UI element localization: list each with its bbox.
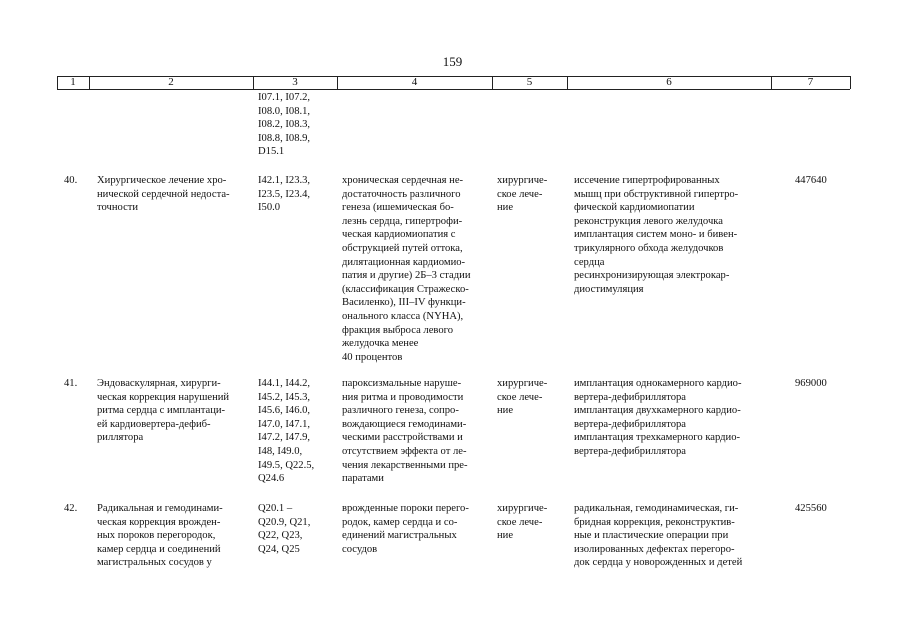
treatment-method	[574, 502, 766, 570]
treatment-type	[497, 377, 563, 418]
text-line: диостимуляция	[574, 283, 644, 295]
treatment-type	[497, 502, 563, 543]
text-line: имплантация трехкамерного кардио-	[574, 432, 741, 444]
service-name	[97, 502, 247, 570]
code-line: I08.0, I08.1,	[258, 105, 311, 117]
code-line: I42.1, I23.3,	[258, 175, 311, 186]
text-line: ния ритма и проводимости	[342, 391, 464, 403]
text-line: пароксизмальные наруше-	[342, 378, 462, 389]
text-line: ных пороков перегородок,	[97, 530, 216, 542]
cost-value: 447640	[795, 175, 827, 186]
code-line: Q22, Q23,	[258, 530, 303, 542]
column-number: 7	[807, 76, 814, 88]
code-line: I50.0	[258, 202, 281, 214]
text-line: вождающиеся гемодинами-	[342, 418, 467, 430]
code-line: I08.8, I08.9,	[258, 132, 311, 144]
service-name	[97, 377, 247, 445]
text-line: (классификация Стражеско-	[342, 283, 469, 295]
patient-model	[342, 174, 487, 364]
row-number: 40.	[64, 175, 78, 186]
column-number: 5	[526, 76, 533, 88]
treatment-method	[574, 377, 766, 459]
continuation-codes	[258, 91, 334, 159]
code-line: I45.6, I46.0,	[258, 405, 311, 417]
treatment-method	[574, 174, 766, 296]
text-line: ческая коррекция нарушений	[97, 391, 230, 403]
text-line: ское лече-	[497, 188, 543, 200]
cost-value: 969000	[795, 378, 827, 389]
text-line: трикулярного обхода желудочков	[574, 242, 724, 254]
text-line: хирургиче-	[497, 378, 548, 389]
patient-model	[342, 502, 487, 556]
text-line: 40 процентов	[342, 351, 403, 363]
column-number: 4	[411, 76, 418, 88]
row-number: 42.	[64, 503, 78, 514]
text-line: врожденные пороки перего-	[342, 503, 469, 514]
text-line: нической сердечной недоста-	[97, 188, 230, 200]
treatment-type	[497, 174, 563, 215]
text-line: родок, камер сердца и со-	[342, 516, 458, 528]
text-line: паратами	[342, 473, 384, 485]
text-line: ресинхронизирующая электрокар-	[574, 270, 730, 282]
text-line: вертера-дефибриллятора	[574, 418, 686, 430]
text-line: камер сердца и соединений	[97, 543, 221, 555]
text-line: патия и другие) 2Б–3 стадии	[342, 270, 471, 282]
text-line: вертера-дефибриллятора	[574, 445, 686, 457]
text-line: ние	[497, 405, 514, 417]
text-line: вертера-дефибриллятора	[574, 391, 686, 403]
column-number: 2	[168, 76, 174, 88]
code-line: Q24.6	[258, 473, 285, 485]
code-line: I48, I49.0,	[258, 445, 303, 457]
text-line: бридная коррекция, реконструктив-	[574, 516, 735, 528]
row-number: 41.	[64, 378, 78, 389]
text-line: имплантация однокамерного кардио-	[574, 378, 742, 389]
text-line: чения лекарственными пре-	[342, 459, 468, 471]
text-line: обструкцией путей оттока,	[342, 242, 463, 254]
text-line: Василенко), III–IV функци-	[342, 297, 466, 309]
text-line: ческими расстройствами и	[342, 432, 463, 444]
code-line: I49.5, Q22.5,	[258, 459, 315, 471]
column-number: 1	[70, 76, 76, 88]
code-line: I47.2, I47.9,	[258, 432, 311, 444]
text-line: мышц при обструктивной гипертро-	[574, 188, 739, 200]
header-bottom-rule	[57, 89, 850, 90]
column-number: 3	[292, 76, 298, 88]
icd-codes	[258, 502, 334, 556]
text-line: реконструкция левого желудочка	[574, 215, 723, 227]
code-line: I08.2, I08.3,	[258, 119, 311, 131]
text-line: ческая коррекция врожден-	[97, 516, 221, 528]
text-line: точности	[97, 202, 139, 214]
text-line: единений магистральных	[342, 530, 457, 542]
text-line: имплантация двухкамерного кардио-	[574, 405, 741, 417]
text-line: желудочка менее	[342, 338, 419, 350]
code-line: I23.5, I23.4,	[258, 188, 311, 200]
page-number: 159	[442, 54, 463, 69]
text-line: фракция выброса левого	[342, 324, 454, 336]
code-line: I07.1, I07.2,	[258, 92, 311, 103]
text-line: Хирургическое лечение хро-	[97, 175, 227, 186]
text-line: ское лече-	[497, 391, 543, 403]
code-line: I47.0, I47.1,	[258, 418, 311, 430]
code-line: Q20.1 –	[258, 503, 293, 514]
text-line: хирургиче-	[497, 503, 548, 514]
text-line: лезнь сердца, гипертрофи-	[342, 215, 463, 227]
header-divider	[850, 76, 851, 89]
text-line: дилятационная кардиомио-	[342, 256, 466, 268]
cost-value: 425560	[795, 503, 827, 514]
code-line: I44.1, I44.2,	[258, 378, 311, 389]
text-line: ритма сердца с имплантаци-	[97, 405, 226, 417]
text-line: радикальная, гемодинамическая, ги-	[574, 503, 739, 514]
text-line: имплантация систем моно- и бивен-	[574, 229, 738, 241]
text-line: Эндоваскулярная, хирурги-	[97, 378, 221, 389]
text-line: магистральных сосудов у	[97, 557, 212, 569]
text-line: фической кардиомиопатии	[574, 202, 695, 214]
text-line: ние	[497, 530, 514, 542]
text-line: сосудов	[342, 543, 378, 555]
text-line: иссечение гипертрофированных	[574, 175, 720, 186]
text-line: отсутствием эффекта от ле-	[342, 445, 467, 457]
text-line: хирургиче-	[497, 175, 548, 186]
patient-model	[342, 377, 487, 486]
code-line: Q20.9, Q21,	[258, 516, 311, 528]
text-line: сердца	[574, 256, 605, 268]
text-line: ние	[497, 202, 514, 214]
code-line: I45.2, I45.3,	[258, 391, 311, 403]
text-line: различного генеза, сопро-	[342, 405, 459, 417]
text-line: онального класса (NYHA),	[342, 310, 464, 322]
text-line: изолированных дефектах перегоро-	[574, 543, 735, 555]
text-line: хроническая сердечная не-	[342, 175, 464, 186]
text-line: ческая кардиомиопатия с	[342, 229, 456, 241]
column-number: 6	[666, 76, 672, 88]
text-line: док сердца у новорожденных и детей	[574, 557, 743, 569]
text-line: ей кардиовертера-дефиб-	[97, 418, 211, 430]
text-line: риллятора	[97, 432, 144, 444]
text-line: Радикальная и гемодинами-	[97, 503, 223, 514]
icd-codes	[258, 377, 334, 486]
text-line: ское лече-	[497, 516, 543, 528]
service-name	[97, 174, 247, 215]
icd-codes	[258, 174, 334, 215]
text-line: ные и пластические операции при	[574, 530, 729, 542]
text-line: достаточность различного	[342, 188, 461, 200]
code-line: D15.1	[258, 146, 285, 158]
text-line: генеза (ишемическая бо-	[342, 202, 454, 214]
code-line: Q24, Q25	[258, 543, 300, 555]
